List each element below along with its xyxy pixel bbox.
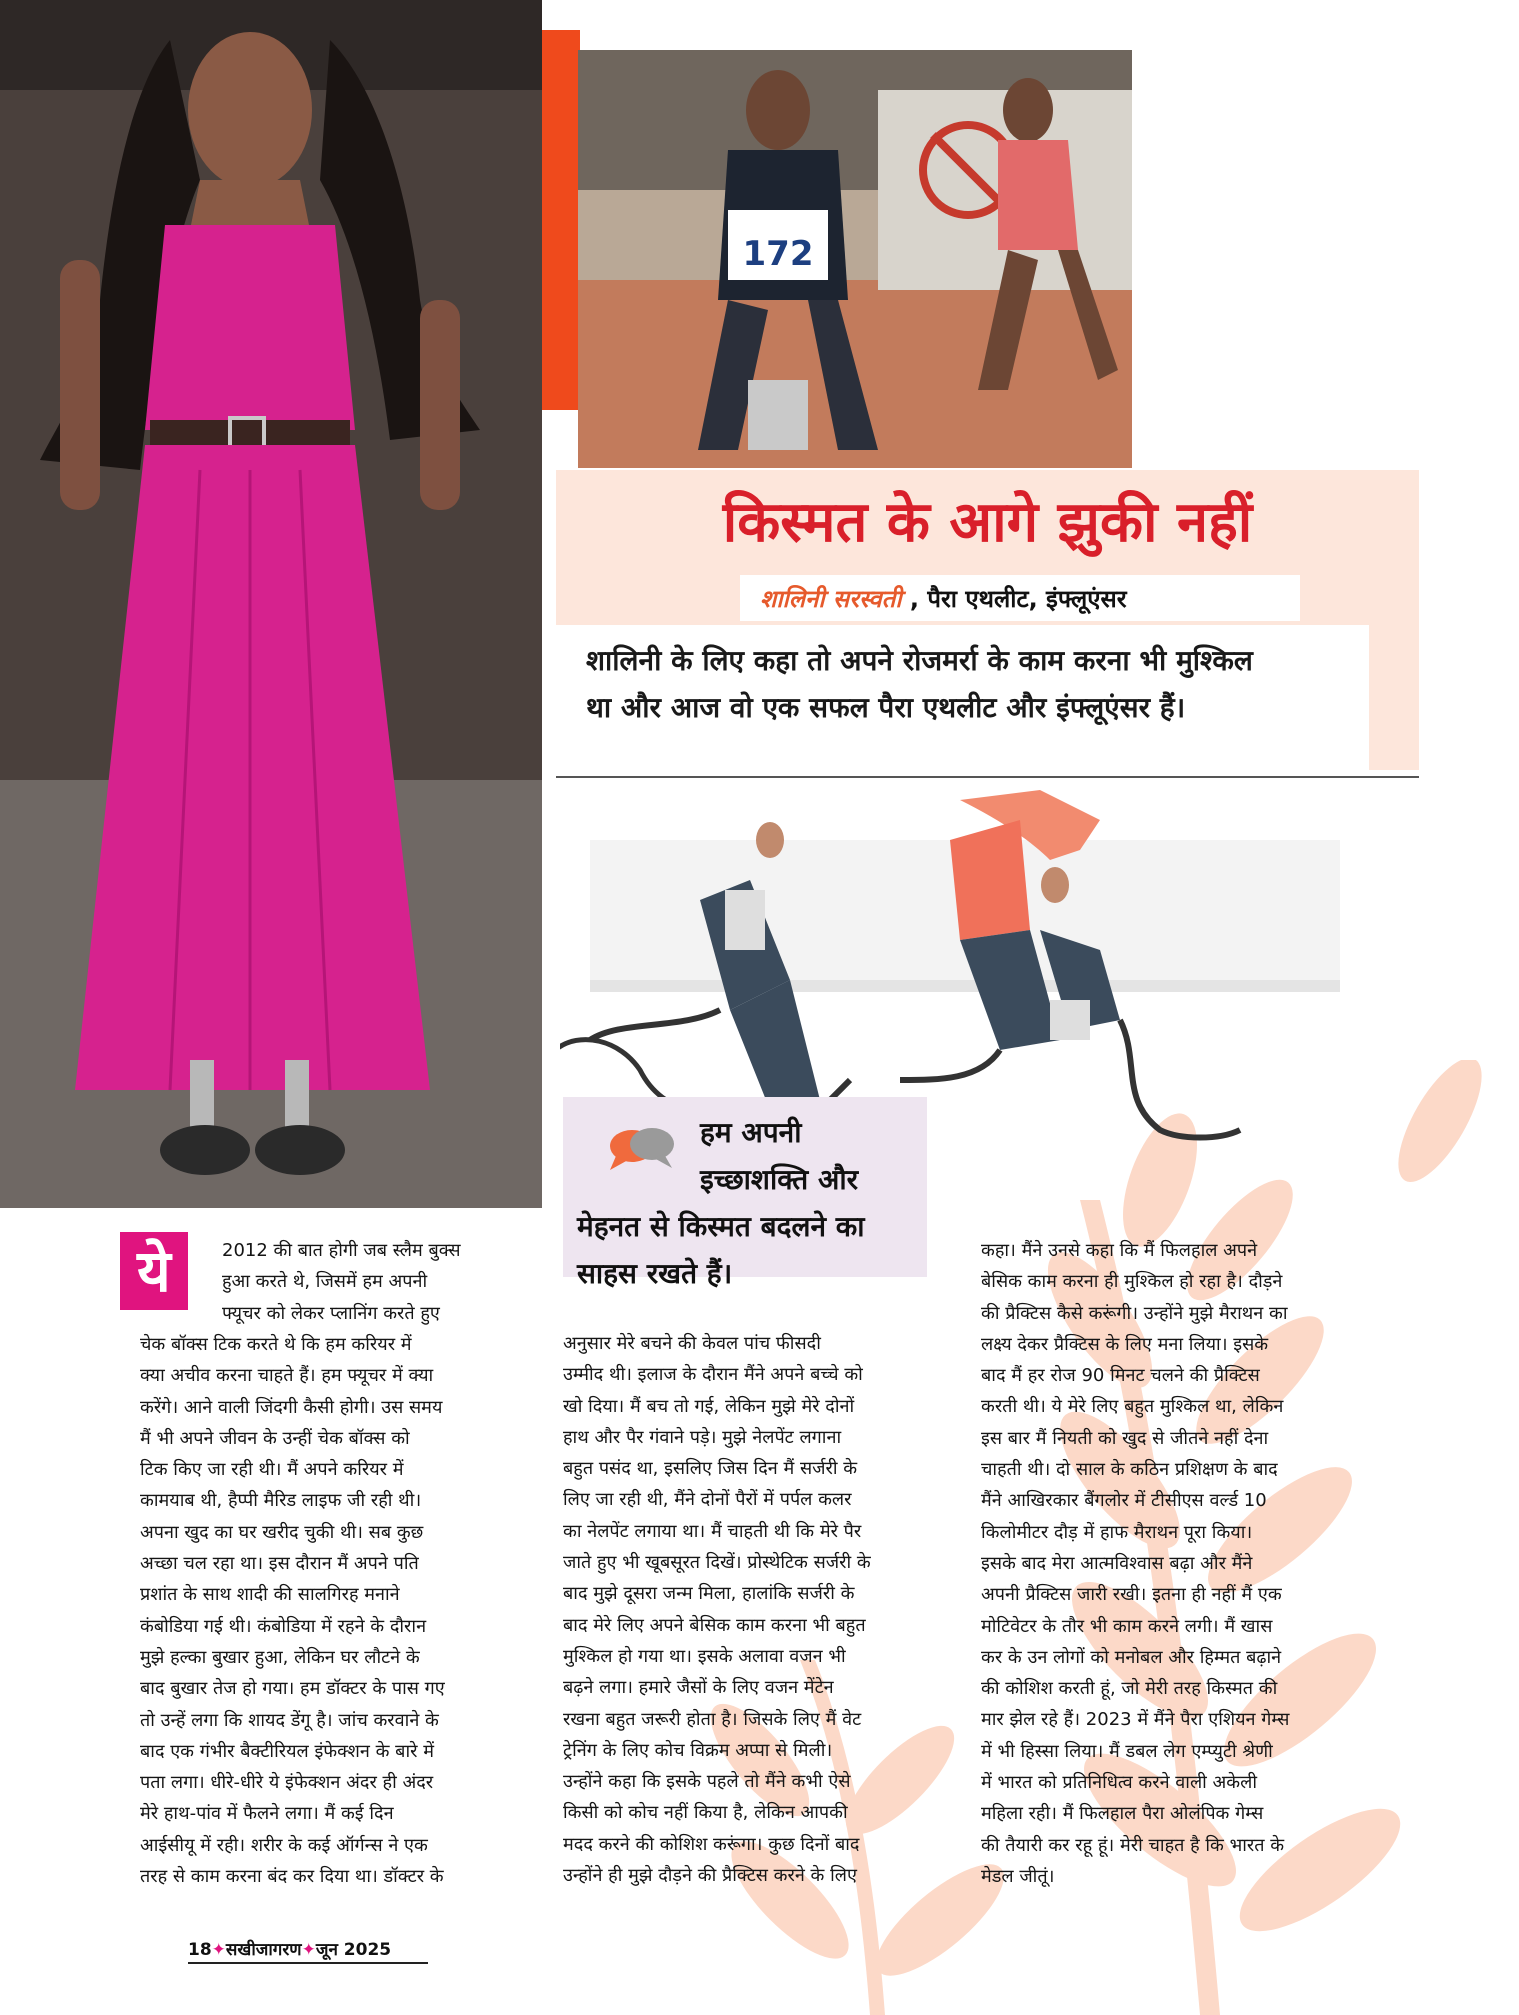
- body-line: फ्यूचर को लेकर प्लानिंग करते हुए: [222, 1302, 440, 1324]
- body-line: बेसिक काम करना ही मुश्किल हो रहा है। दौड़ने: [981, 1271, 1283, 1293]
- body-line: जाते हुए भी खूबसूरत दिखें। प्रोस्थेटिक सर्जरी के: [563, 1552, 871, 1574]
- body-line: बहुत पसंद था, इसलिए जिस दिन मैं सर्जरी के: [563, 1458, 858, 1480]
- body-line: में भी हिस्सा लिया। मैं डबल लेग एम्प्युटी श्रेणी: [981, 1740, 1273, 1762]
- byline-name: शालिनी सरस्वती: [760, 585, 902, 613]
- body-line: खो दिया। मैं बच तो गई, लेकिन मुझे मेरे दोनों: [563, 1395, 855, 1417]
- byline-separator: ,: [901, 585, 928, 613]
- page-footer: [188, 1937, 391, 1960]
- body-line: मदद करने की कोशिश करूंगा। कुछ दिनों बाद: [563, 1833, 860, 1855]
- body-line: की प्रैक्टिस कैसे करूंगी। उन्होंने मुझे मैराथन का: [981, 1302, 1288, 1324]
- body-line: कामयाब थी, हैप्पी मैरिड लाइफ जी रही थी।: [140, 1490, 422, 1512]
- body-line: बाद मेरे लिए अपने बेसिक काम करना भी बहुत: [563, 1614, 866, 1636]
- body-line: कंबोडिया गई थी। कंबोडिया में रहने के दौरान: [140, 1615, 427, 1637]
- body-line: में भारत को प्रतिनिधित्व करने वाली अकेली: [981, 1772, 1257, 1794]
- body-line: आईसीयू में रही। शरीर के कई ऑर्गन्स ने एक: [140, 1834, 428, 1856]
- article-intro: [586, 637, 1356, 731]
- article-headline: किस्मत के आगे झुकी नहीं: [722, 490, 1253, 555]
- article-byline: [760, 582, 1300, 615]
- body-line: इस बार मैं नियती को खुद से जीतने नहीं देना: [981, 1427, 1269, 1449]
- body-line: लिए जा रही थी, मैंने दोनों पैरों में पर्पल कलर: [563, 1489, 852, 1511]
- star-icon: ✦: [301, 1940, 316, 1960]
- body-line: की तैयारी कर रहू हूं। मेरी चाहत है कि भारत के: [981, 1834, 1285, 1856]
- magazine-name: जागरण: [255, 1940, 302, 1960]
- byline-role: पैरा एथलीट, इंफ्लूएंसर: [927, 585, 1127, 613]
- quote-line: मेहनत से किस्मत बदलने का: [577, 1210, 865, 1243]
- quote-line: साहस रखते हैं।: [577, 1257, 733, 1290]
- bib-number: 172: [742, 234, 814, 274]
- body-line: क्या अचीव करना चाहते हैं। हम फ्यूचर में क्या: [140, 1365, 434, 1387]
- body-line: मुश्किल हो गया था। इसके अलावा वजन भी: [563, 1645, 846, 1667]
- body-line: तो उन्हें लगा कि शायद डेंगू है। जांच करवाने के: [140, 1709, 439, 1731]
- body-column-2: [563, 1328, 945, 1891]
- body-line: करती थी। ये मेरे लिए बहुत मुश्किल था, लेकिन: [981, 1396, 1284, 1418]
- body-line: बढ़ने लगा। हमारे जैसों के लिए वजन मेंटेन: [563, 1677, 834, 1699]
- body-line: लक्ष्य देकर प्रैक्टिस के लिए मना लिया। इसके: [981, 1333, 1269, 1355]
- body-line: मैंने आखिरकार बैंगलोर में टीसीएस वर्ल्ड 10: [981, 1490, 1267, 1512]
- body-line: 2012 की बात होगी जब स्लैम बुक्स: [222, 1240, 461, 1261]
- body-line: बाद मुझे दूसरा जन्म मिला, हालांकि सर्जरी के: [563, 1583, 855, 1605]
- orange-accent-strip: [540, 30, 580, 410]
- body-line: मेरे हाथ-पांव में फैलने लगा। मैं कई दिन: [140, 1803, 394, 1825]
- drop-cap: ये: [120, 1232, 188, 1310]
- body-line: की कोशिश करती हूं, जो मेरी तरह किस्मत की: [981, 1678, 1278, 1700]
- body-line: चाहती थी। दो साल के कठिन प्रशिक्षण के बाद: [981, 1459, 1278, 1481]
- body-line: उन्होंने कहा कि इसके पहले तो मैंने कभी ऐसे: [563, 1771, 851, 1793]
- body-line: का नेलपेंट लगाया था। मैं चाहती थी कि मेरे पैर: [563, 1520, 862, 1542]
- body-column-1-opening: [222, 1235, 527, 1329]
- body-line: ट्रेनिंग के लिए कोच विक्रम अप्पा से मिली।: [563, 1739, 833, 1761]
- body-line: हुआ करते थे, जिसमें हम अपनी: [222, 1271, 428, 1293]
- star-icon: ✦: [211, 1940, 226, 1960]
- body-line: मार झेल रहे हैं। 2023 में मैंने पैरा एशियन गेम्स: [981, 1709, 1290, 1731]
- body-column-1: [140, 1329, 525, 1892]
- footer-rule: [188, 1962, 428, 1964]
- speech-bubbles-icon: [606, 1122, 678, 1178]
- body-line: कर के उन लोगों को मनोबल और हिम्मत बढ़ाने: [981, 1646, 1282, 1668]
- body-line: किसी को कोच नहीं किया है, लेकिन आपकी: [563, 1802, 848, 1824]
- body-line: अपना खुद का घर खरीद चुकी थी। सब कुछ: [140, 1521, 424, 1543]
- body-line: बाद बुखार तेज हो गया। हम डॉक्टर के पास गए: [140, 1678, 445, 1700]
- body-line: मोटिवेटर के तौर भी काम करने लगी। मैं खास: [981, 1615, 1273, 1637]
- body-line: उम्मीद थी। इलाज के दौरान मैंने अपने बच्चे को: [563, 1364, 863, 1386]
- body-line: मैं भी अपने जीवन के उन्हीं चेक बॉक्स को: [140, 1427, 410, 1449]
- section-divider: [556, 776, 1419, 778]
- body-line: प्रशांत के साथ शादी की सालगिरह मनाने: [140, 1584, 400, 1606]
- body-line: रखना बहुत जरूरी होता है। जिसके लिए मैं वेट: [563, 1708, 862, 1730]
- body-line: हाथ और पैर गंवाने पड़े। मुझे नेलपेंट लगाना: [563, 1426, 842, 1448]
- body-line: बाद एक गंभीर बैक्टीरियल इंफेक्शन के बारे में: [140, 1740, 434, 1762]
- body-line: अनुसार मेरे बचने की केवल पांच फीसदी: [563, 1333, 821, 1354]
- intro-line: था और आज वो एक सफल पैरा एथलीट और इंफ्लूएंसर हैं।: [586, 691, 1186, 724]
- body-line: मेडल जीतूं।: [981, 1865, 1055, 1887]
- body-line: अच्छा चल रहा था। इस दौरान मैं अपने पति: [140, 1553, 419, 1575]
- issue-date: जून 2025: [315, 1940, 392, 1960]
- body-line: अपनी प्रैक्टिस जारी रखी। इतना ही नहीं मैं एक: [981, 1584, 1282, 1606]
- quote-line: हम अपनी: [700, 1116, 802, 1149]
- body-line: महिला रही। मैं फिलहाल पैरा ओलंपिक गेम्स: [981, 1803, 1264, 1825]
- body-line: चेक बॉक्स टिक करते थे कि हम करियर में: [140, 1334, 412, 1355]
- body-line: किलोमीटर दौड़ में हाफ मैराथन पूरा किया।: [981, 1521, 1253, 1543]
- photo-race-running: [578, 50, 1132, 468]
- intro-line: शालिनी के लिए कहा तो अपने रोजमर्रा के काम करना भी मुश्किल: [586, 644, 1253, 677]
- body-line: पता लगा। धीरे-धीरे ये इंफेक्शन अंदर ही अंदर: [140, 1772, 434, 1794]
- body-line: टिक किए जा रही थी। मैं अपने करियर में: [140, 1459, 404, 1481]
- body-line: इसके बाद मेरा आत्मविश्वास बढ़ा और मैंने: [981, 1552, 1253, 1574]
- body-column-3: [981, 1235, 1366, 1892]
- body-line: बाद मैं हर रोज 90 मिनट चलने की प्रैक्टिस: [981, 1365, 1260, 1387]
- body-line: तरह से काम करना बंद कर दिया था। डॉक्टर के: [140, 1866, 444, 1888]
- page-number: 18: [188, 1940, 212, 1960]
- body-line: उन्होंने ही मुझे दौड़ने की प्रैक्टिस करने के लिए: [563, 1865, 857, 1887]
- body-line: मुझे हल्का बुखार हुआ, लेकिन घर लौटने के: [140, 1646, 420, 1668]
- photo-shalini-pink-dress: [0, 0, 542, 1208]
- magazine-prefix: सखी: [225, 1940, 256, 1960]
- quote-line: इच्छाशक्ति और: [700, 1163, 859, 1196]
- body-line: करेंगे। आने वाली जिंदगी कैसी होगी। उस समय: [140, 1396, 443, 1418]
- body-line: कहा। मैंने उनसे कहा कि मैं फिलहाल अपने: [981, 1240, 1258, 1261]
